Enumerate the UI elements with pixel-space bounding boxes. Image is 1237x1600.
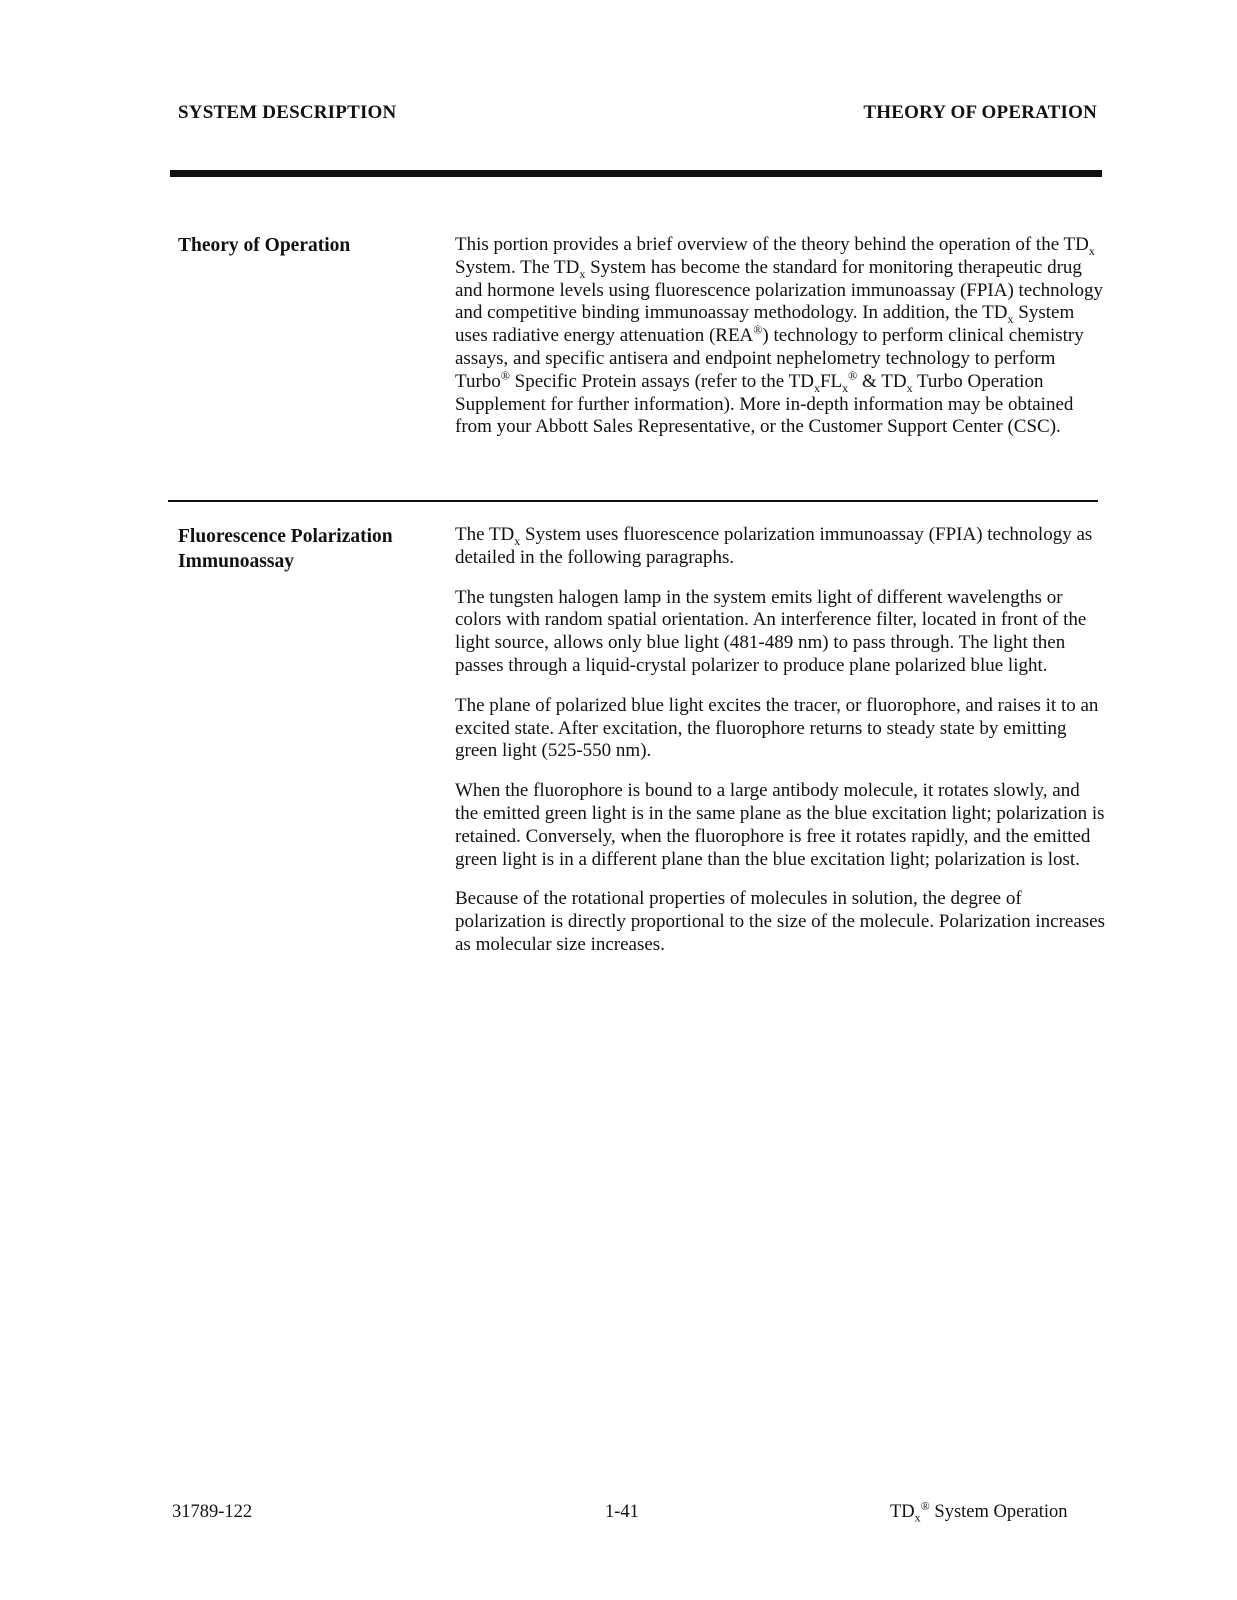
paragraph: Because of the rotational properties of molecules in solution, the degree of polarization is directly proportional to the size of the molecule. Polarization increases as molecular size increases. — [455, 888, 1106, 955]
paragraph: The $TD_x$ System uses fluorescence polarization immunoassay (FPIA) technology as detailed in the following paragraphs. — [455, 524, 1093, 568]
footer-page-number: 1-41 — [605, 1502, 639, 1522]
header-section-title: SYSTEM DESCRIPTION — [178, 102, 397, 123]
paragraph: When the fluorophore is bound to a large antibody molecule, it rotates slowly, and the emitted green light is in the same plane as the blue excitation light; polarization is retained. Conversely, when the fluorophore is free it rotates rapidly, and the emitted green light is in a different plane than the blue excitation light; polarization is lost. — [455, 780, 1105, 870]
footer-doc-number: 31789-122 — [172, 1502, 253, 1522]
paragraph: This portion provides a brief overview of the theory behind the operation of the $TD_x$ System. The $TD_x$ System has become the standard for monitoring therapeutic drug and hormone levels using fluorescence polarization immunoassay (FPIA) technology and competitive binding immunoassay methodology. In addition, the $TD_x$ System uses radiative energy attenuation (REA®) technology to perform clinical chemistry assays, and specific antisera and endpoint nephelometry technology to perform Turbo® Specific Protein assays (refer to the $TD_xFL_x®$ & $TD_x$ Turbo Operation Supplement for further information). More in-depth information may be obtained from your Abbott Sales Representative, or the Customer Support Center (CSC). — [455, 234, 1103, 438]
section-body-theory — [455, 234, 1105, 456]
paragraph: The tungsten halogen lamp in the system emits light of different wavelengths or colors with random spatial orientation. An interference filter, located in front of the light source, allows only blue light (481-489 nm) to pass through. The light then passes through a liquid-crystal polarizer to produce plane polarized blue light. — [455, 586, 1087, 676]
section-heading-theory: Theory of Operation — [178, 235, 351, 256]
section-divider — [168, 500, 1098, 502]
section-body-fpia — [455, 524, 1105, 974]
paragraph: The plane of polarized blue light excites the tracer, or fluorophore, and raises it to an excited state. After excitation, the fluorophore returns to steady state by emitting green light (525-550 nm). — [455, 694, 1099, 762]
header-divider — [170, 170, 1102, 177]
section-heading-fpia: Fluorescence Polarization Immunoassay — [178, 526, 393, 572]
footer-manual-title: $TD_x®$ System Operation — [890, 1498, 1068, 1525]
header-chapter-title: THEORY OF OPERATION — [863, 102, 1097, 123]
